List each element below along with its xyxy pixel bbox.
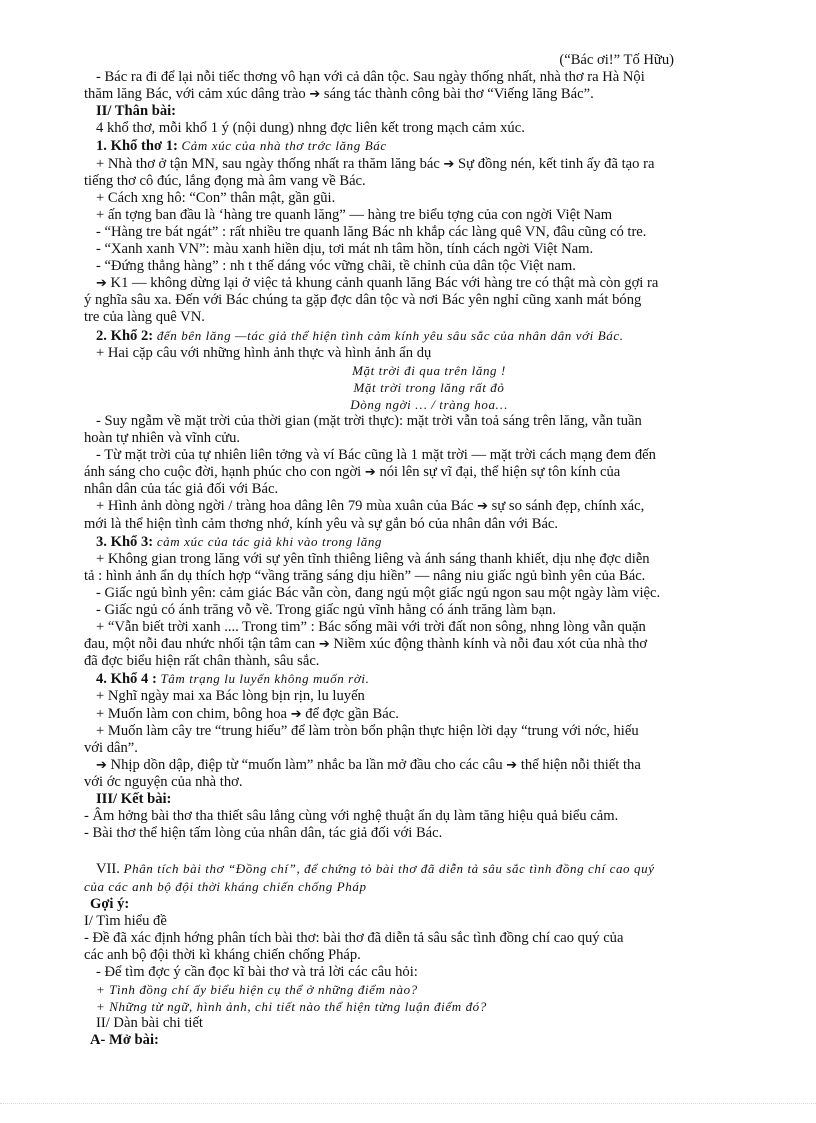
- arrow-right-icon: ➔: [96, 276, 107, 292]
- exercise-heading: VII. Phân tích bài thơ “Đồng chí”, để chứng tỏ bài thơ đã diễn tả sâu sắc tình đồng chí cao quý: [96, 861, 655, 878]
- paragraph: với ớc nguyện của nhà thơ.: [84, 773, 243, 790]
- spacer: [84, 842, 774, 860]
- subsection-heading: 1. Khổ thơ 1: Cảm xúc của nhà thơ trớc lăng Bác: [96, 138, 387, 155]
- paragraph: với dân”.: [84, 739, 138, 756]
- arrow-right-icon: ➔: [96, 757, 107, 773]
- arrow-right-icon: ➔: [309, 87, 321, 103]
- arrow-right-icon: ➔: [290, 706, 302, 722]
- arrow-right-icon: ➔: [443, 156, 455, 172]
- paragraph: tả : hình ảnh ẩn dụ thích hợp “vầng trăng sáng dịu hiền” — nâng niu giấc ngủ bình yên của Bác.: [84, 567, 646, 584]
- paragraph: + Nghĩ ngày mai xa Bác lòng bịn rịn, lu luyến: [96, 688, 365, 705]
- paragraph: + Nhà thơ ở tận MN, sau ngày thống nhất ra thăm lăng bác ➔ Sự đồng nén, kết tinh ấy đã tạo ra: [96, 155, 655, 172]
- paragraph: I/ Tìm hiểu đề: [84, 912, 167, 929]
- poem-citation: (“Bác ơi!” Tố Hữu): [559, 52, 674, 68]
- paragraph: ý nghĩa sâu xa. Đến với Bác chúng ta gặp đợc dân tộc và nơi Bác yên nghỉ cũng xanh mát bóng: [84, 292, 642, 309]
- arrow-right-icon: ➔: [318, 637, 330, 653]
- paragraph: + Hai cặp câu với những hình ảnh thực và hình ảnh ẩn dụ: [96, 344, 432, 361]
- paragraph: - Âm hởng bài thơ tha thiết sâu lắng cùng với nghệ thuật ẩn dụ làm tăng hiệu quả biểu cảm.: [84, 808, 619, 825]
- poem-line: Mặt trời đi qua trên lăng !: [352, 362, 506, 378]
- document-page: [84, 52, 774, 1049]
- paragraph: + ấn tợng ban đầu là ‘hàng tre quanh lăng” — hàng tre biểu tợng của con ngời Việt Nam: [96, 206, 613, 223]
- paragraph: - Để tìm đợc ý cần đọc kĩ bài thơ và trả lời các câu hỏi:: [96, 963, 418, 980]
- paragraph: + Muốn làm cây tre “trung hiếu” để làm tròn bổn phận thực hiện lời dạy “trung với nớc, hiếu: [96, 722, 639, 739]
- paragraph: mới là thể hiện tình cảm thơng nhớ, kính yêu và sự gắn bó của nhân dân với Bác.: [84, 515, 559, 532]
- paragraph: + Cách xng hô: “Con” thân mật, gần gũi.: [96, 189, 336, 206]
- paragraph: - “Hàng tre bát ngát” : rất nhiều tre quanh lăng Bác nh khắp các làng quê VN, đâu cũng có tre.: [96, 223, 647, 240]
- arrow-right-icon: ➔: [506, 757, 518, 773]
- paragraph: - Bài thơ thể hiện tấm lòng của nhân dân, tác giả đối với Bác.: [84, 825, 443, 842]
- section-heading: III/ Kết bài:: [96, 791, 172, 808]
- paragraph: các anh bộ đội thời kì kháng chiến chống Pháp.: [84, 946, 361, 963]
- paragraph: + Tình đồng chí ấy biểu hiện cụ thể ở những điểm nào?: [96, 981, 418, 997]
- paragraph: tre của làng quê VN.: [84, 309, 205, 326]
- subsection-heading: 3. Khổ 3: cảm xúc của tác giả khi vào trong lăng: [96, 533, 383, 550]
- arrow-right-icon: ➔: [364, 465, 376, 481]
- paragraph: ➔ K1 — không dừng lại ở việc tả khung cảnh quanh lăng Bác với hàng tre có thật mà còn gợi ra: [96, 275, 659, 292]
- paragraph: đau, một nỗi đau nhức nhối tận tâm can ➔ Niềm xúc động thành kính và nỗi đau xót của nhà thơ: [84, 636, 648, 653]
- paragraph: - Suy ngẫm về mặt trời của thời gian (mặt trời thực): mặt trời vẫn toả sáng trên lăng, vẫn tuần: [96, 412, 642, 429]
- paragraph: nhân dân của tác giả đối với Bác.: [84, 481, 279, 498]
- poem-line: Dòng ngời … / tràng hoa…: [350, 396, 508, 412]
- paragraph: + Không gian trong lăng với sự yên tĩnh thiêng liêng và ánh sáng thanh khiết, dịu nhẹ đợc diễn: [96, 550, 650, 567]
- section-heading: Gợi ý:: [90, 895, 130, 912]
- paragraph: hoàn tự nhiên và vĩnh cửu.: [84, 430, 241, 447]
- page-bottom-rule: [0, 1103, 816, 1104]
- paragraph: + Những từ ngữ, hình ảnh, chi tiết nào thể hiện từng luận điểm đó?: [96, 999, 487, 1015]
- paragraph: + Muốn làm con chim, bông hoa ➔ để đợc gần Bác.: [96, 705, 399, 722]
- subsection-heading: 4. Khổ 4 : Tâm trạng lu luyến không muốn rời.: [96, 671, 370, 688]
- paragraph: ➔ Nhịp dồn dập, điệp từ “muốn làm” nhắc ba lần mở đầu cho các câu ➔ thể hiện nỗi thiết tha: [96, 756, 641, 773]
- subsection-heading: 2. Khổ 2: đến bên lăng —tác giả thể hiện tình cảm kính yêu sâu sắc của nhân dân với Bác.: [96, 327, 624, 344]
- paragraph: + Hình ảnh dòng ngời / tràng hoa dâng lên 79 mùa xuân của Bác ➔ sự so sánh đẹp, chính xác,: [96, 498, 645, 515]
- paragraph: - Bác ra đi để lại nỗi tiếc thơng vô hạn với cả dân tộc. Sau ngày thống nhất, nhà thơ ra Hà Nội: [96, 69, 645, 86]
- paragraph: 4 khổ thơ, mỗi khổ 1 ý (nội dung) nhng đợc liên kết trong mạch cảm xúc.: [96, 120, 525, 137]
- paragraph: thăm lăng Bác, với cảm xúc dâng trào ➔ sáng tác thành công bài thơ “Viếng lăng Bác”.: [84, 86, 594, 103]
- paragraph: đã đợc biểu hiện rất chân thành, sâu sắc.: [84, 653, 320, 670]
- paragraph: - Giấc ngủ có ánh trăng vỗ về. Trong giấc ngủ vĩnh hằng có ánh trăng làm bạn.: [96, 602, 557, 618]
- paragraph: tiếng thơ cô đúc, lắng đọng mà âm vang về Bác.: [84, 172, 366, 189]
- poem-line: Mặt trời trong lăng rất đỏ: [353, 379, 505, 395]
- section-heading: A- Mở bài:: [90, 1032, 159, 1049]
- paragraph: + “Vẫn biết trời xanh .... Trong tim” : Bác sống mãi với trời đất non sông, nhng lòng vẫn quặn: [96, 619, 646, 636]
- paragraph: - Đề đã xác định hớng phân tích bài thơ: bài thơ đã diễn tả sâu sắc tình đồng chí cao quý của: [84, 929, 624, 946]
- paragraph: - “Đứng thẳng hàng” : nh t thế dáng vóc vững chãi, tề chỉnh của dân tộc Việt nam.: [96, 258, 576, 275]
- paragraph: - Giấc ngủ bình yên: cảm giác Bác vẫn còn, đang ngủ một giấc ngủ ngon sau một ngày làm việc.: [96, 584, 661, 601]
- paragraph: ánh sáng cho cuộc đời, hạnh phúc cho con ngời ➔ nói lên sự vĩ đại, thể hiện sự tôn kính của: [84, 464, 621, 481]
- paragraph: II/ Dàn bài chi tiết: [96, 1015, 203, 1032]
- section-heading: II/ Thân bài:: [96, 103, 177, 120]
- paragraph: - “Xanh xanh VN”: màu xanh hiền dịu, tơi mát nh tâm hồn, tính cách ngời Việt Nam.: [96, 241, 594, 258]
- paragraph: - Từ mặt trời của tự nhiên liên tởng và ví Bác cũng là 1 mặt trời — mặt trời cách mạng đem đến: [96, 447, 656, 464]
- exercise-heading: của các anh bộ đội thời kháng chiến chống Pháp: [84, 879, 367, 895]
- arrow-right-icon: ➔: [477, 499, 489, 515]
